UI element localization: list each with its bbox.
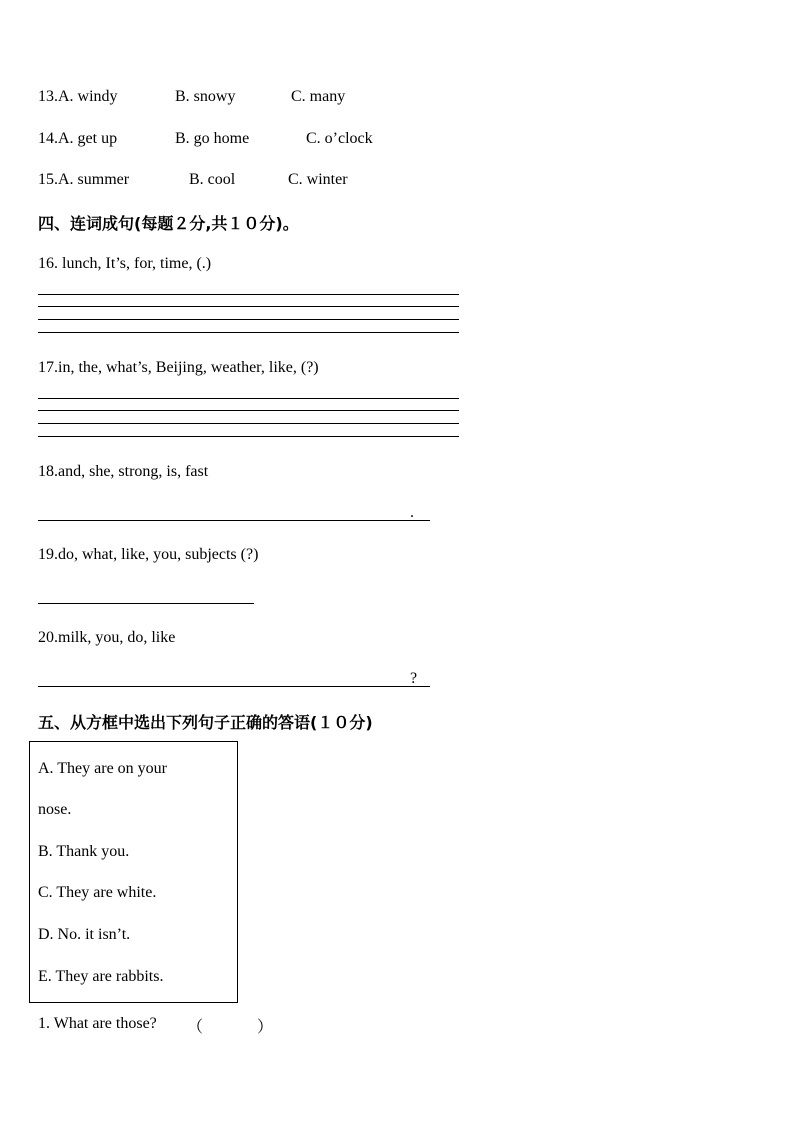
answer-line[interactable]	[38, 423, 459, 424]
question-14-option-b: B. go home	[175, 130, 250, 147]
option-e: E. They are rabbits.	[38, 968, 164, 985]
answer-line[interactable]	[38, 319, 459, 320]
answer-paren-open: （	[187, 1019, 204, 1036]
section-5-title: 五、从方框中选出下列句子正确的答语(１０分)	[38, 713, 373, 732]
question-13-option-c: C. many	[291, 88, 346, 105]
answer-line[interactable]	[38, 306, 459, 307]
question-14-option-c: C. o’clock	[306, 130, 373, 147]
question-16: 16. lunch, It’s, for, time, (.)	[38, 255, 212, 272]
answer-line[interactable]	[38, 398, 459, 399]
answer-blank[interactable]	[213, 1012, 257, 1030]
question-13-number: 13.	[38, 88, 58, 105]
question-15-row	[38, 171, 129, 189]
answer-line[interactable]	[38, 410, 459, 411]
answer-line[interactable]	[38, 332, 459, 333]
option-b: B. Thank you.	[38, 843, 130, 860]
option-a-line-2: nose.	[38, 801, 72, 818]
option-c: C. They are white.	[38, 884, 157, 901]
answer-line[interactable]	[38, 603, 254, 604]
question-19: 19.do, what, like, you, subjects (?)	[38, 546, 259, 563]
question-13-row	[38, 88, 118, 106]
question-20: 20.milk, you, do, like	[38, 629, 176, 646]
options-box	[29, 741, 238, 1003]
question-13-option-b: B. snowy	[175, 88, 236, 105]
option-a-line-1: A. They are on your	[38, 760, 167, 777]
question-15-option-b: B. cool	[189, 171, 236, 188]
question-14-row	[38, 130, 117, 148]
section-4-title: 四、连词成句(每题２分,共１０分)。	[38, 214, 299, 233]
question-15-option-c: C. winter	[288, 171, 348, 188]
question-15-number: 15.	[38, 171, 58, 188]
question-18: 18.and, she, strong, is, fast	[38, 463, 209, 480]
question-14-option-a: A. get up	[58, 130, 118, 147]
question-14-number: 14.	[38, 130, 58, 147]
answer-line[interactable]	[38, 686, 430, 687]
answer-line[interactable]	[38, 520, 430, 521]
question-17: 17.in, the, what’s, Beijing, weather, like, (?)	[38, 359, 319, 376]
question-20-end-mark: ?	[410, 670, 418, 687]
question-13-option-a: A. windy	[58, 88, 118, 105]
answer-paren-close: ）	[257, 1019, 274, 1036]
option-d: D. No. it isn’t.	[38, 926, 131, 943]
answer-line[interactable]	[38, 294, 459, 295]
answer-line[interactable]	[38, 436, 459, 437]
question-1: 1. What are those?	[38, 1015, 157, 1032]
question-18-end-mark: .	[410, 504, 414, 521]
question-15-option-a: A. summer	[58, 171, 130, 188]
